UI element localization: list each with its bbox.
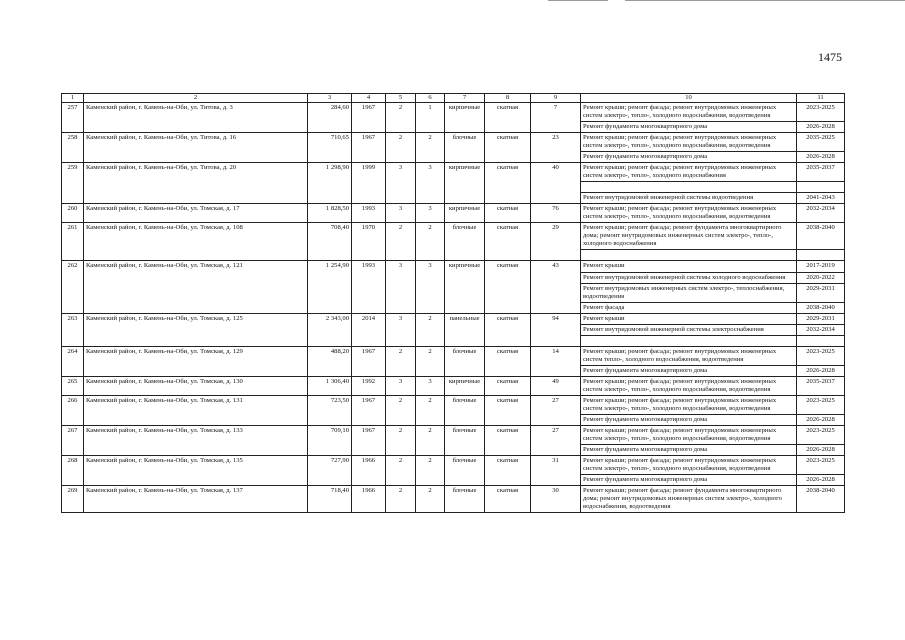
work-type-cell: Ремонт фундамента многоквартирного дома xyxy=(581,122,797,133)
area-cell: 284,60 xyxy=(308,103,352,133)
work-type-cell: Ремонт крыши; ремонт фасада; ремонт внутридомовых инженерных систем электро-, тепло-, холодного водоснабжения, водоотведения xyxy=(581,204,797,223)
entrances-cell: 2 xyxy=(416,395,445,425)
period-cell: 2026-2028 xyxy=(797,475,845,486)
apartments-cell: 31 xyxy=(531,456,581,486)
row-number: 269 xyxy=(62,486,84,513)
year-cell: 2014 xyxy=(352,313,386,346)
work-type-cell: Ремонт крыши; ремонт фасада; ремонт внутридомовых инженерных систем электро-, тепло-, холодного водоснабжения, водоотведения xyxy=(581,425,797,444)
period-cell: 2020-2022 xyxy=(797,272,845,283)
work-type-cell: Ремонт фундамента многоквартирного дома xyxy=(581,152,797,163)
period-cell: 2035-2037 xyxy=(797,163,845,182)
address-cell: Каменский район, г. Камень-на-Оби, ул. Томская, д. 135 xyxy=(84,456,308,486)
address-cell: Каменский район, г. Камень-на-Оби, ул. Томская, д. 129 xyxy=(84,346,308,376)
address-cell: Каменский район, г. Камень-на-Оби, ул. Титова, д. 20 xyxy=(84,163,308,204)
empty-cell xyxy=(581,335,797,346)
floors-cell: 2 xyxy=(386,425,416,455)
year-cell: 1967 xyxy=(352,103,386,133)
roof-type-cell: скатная xyxy=(485,456,531,486)
period-cell: 2026-2028 xyxy=(797,152,845,163)
column-number: 3 xyxy=(308,94,352,103)
entrances-cell: 3 xyxy=(416,376,445,395)
area-cell: 1 828,50 xyxy=(308,204,352,223)
entrances-cell: 2 xyxy=(416,486,445,513)
area-cell: 2 343,00 xyxy=(308,313,352,346)
roof-type-cell: скатная xyxy=(485,261,531,313)
entrances-cell: 3 xyxy=(416,163,445,204)
floors-cell: 3 xyxy=(386,376,416,395)
floors-cell: 3 xyxy=(386,261,416,313)
wall-material-cell: блочные xyxy=(445,133,485,163)
period-cell: 2032-2034 xyxy=(797,324,845,335)
area-cell: 709,10 xyxy=(308,425,352,455)
period-cell: 2041-2043 xyxy=(797,193,845,204)
column-number: 11 xyxy=(797,94,845,103)
apartments-cell: 40 xyxy=(531,163,581,204)
wall-material-cell: блочные xyxy=(445,346,485,376)
wall-material-cell: блочные xyxy=(445,486,485,513)
row-number: 266 xyxy=(62,395,84,425)
empty-cell xyxy=(797,335,845,346)
table-row xyxy=(62,486,845,513)
period-cell: 2038-2040 xyxy=(797,223,845,250)
table-body xyxy=(62,103,845,513)
column-number: 1 xyxy=(62,94,84,103)
area-cell: 727,90 xyxy=(308,456,352,486)
work-type-cell: Ремонт крыши xyxy=(581,313,797,324)
work-type-cell: Ремонт крыши; ремонт фасада; ремонт внутридомовых инженерных систем электро-, тепло-, холодного водоснабжения, водоотведения xyxy=(581,103,797,122)
period-cell: 2017-2019 xyxy=(797,261,845,272)
empty-cell xyxy=(797,182,845,193)
address-cell: Каменский район, г. Камень-на-Оби, ул. Титова, д. 16 xyxy=(84,133,308,163)
apartments-cell: 7 xyxy=(531,103,581,133)
area-cell: 488,20 xyxy=(308,346,352,376)
apartments-cell: 30 xyxy=(531,486,581,513)
floors-cell: 2 xyxy=(386,395,416,425)
area-cell: 708,40 xyxy=(308,223,352,261)
work-type-cell: Ремонт внутридомовой инженерной системы водоотведения xyxy=(581,193,797,204)
work-type-cell: Ремонт крыши; ремонт фасада; ремонт внутридомовых инженерных систем электро-, тепло-, холодного водоснабжения, водоотведения xyxy=(581,376,797,395)
roof-type-cell: скатная xyxy=(485,103,531,133)
wall-material-cell: кирпичные xyxy=(445,103,485,133)
column-number: 8 xyxy=(485,94,531,103)
wall-material-cell: кирпичные xyxy=(445,163,485,204)
period-cell: 2032-2034 xyxy=(797,204,845,223)
year-cell: 1993 xyxy=(352,204,386,223)
entrances-cell: 3 xyxy=(416,261,445,313)
table-row xyxy=(62,346,845,365)
table-row xyxy=(62,456,845,475)
table-row xyxy=(62,204,845,223)
year-cell: 1967 xyxy=(352,133,386,163)
row-number: 265 xyxy=(62,376,84,395)
row-number: 267 xyxy=(62,425,84,455)
row-number: 260 xyxy=(62,204,84,223)
table-row xyxy=(62,261,845,272)
floors-cell: 2 xyxy=(386,346,416,376)
work-type-cell: Ремонт внутридомовых инженерных систем электро-, теплоснабжения, водоотведения xyxy=(581,283,797,302)
apartments-cell: 29 xyxy=(531,223,581,261)
period-cell: 2026-2028 xyxy=(797,414,845,425)
row-number: 263 xyxy=(62,313,84,346)
wall-material-cell: кирпичные xyxy=(445,261,485,313)
address-cell: Каменский район, г. Камень-на-Оби, ул. Томская, д. 125 xyxy=(84,313,308,346)
address-cell: Каменский район, г. Камень-на-Оби, ул. Томская, д. 17 xyxy=(84,204,308,223)
entrances-cell: 1 xyxy=(416,103,445,133)
table-row xyxy=(62,133,845,152)
work-type-cell: Ремонт внутридомовой инженерной системы электроснабжения xyxy=(581,324,797,335)
table-row xyxy=(62,163,845,182)
table-row xyxy=(62,103,845,122)
empty-cell xyxy=(581,182,797,193)
table-row xyxy=(62,313,845,324)
period-cell: 2026-2028 xyxy=(797,365,845,376)
work-type-cell: Ремонт фасада xyxy=(581,302,797,313)
floors-cell: 2 xyxy=(386,486,416,513)
floors-cell: 3 xyxy=(386,163,416,204)
floors-cell: 2 xyxy=(386,103,416,133)
apartments-cell: 23 xyxy=(531,133,581,163)
roof-type-cell: скатная xyxy=(485,133,531,163)
entrances-cell: 2 xyxy=(416,133,445,163)
apartments-cell: 27 xyxy=(531,425,581,455)
work-type-cell: Ремонт внутридомовой инженерной системы холодного водоснабжения xyxy=(581,272,797,283)
year-cell: 1993 xyxy=(352,261,386,313)
address-cell: Каменский район, г. Камень-на-Оби, ул. Титова, д. 3 xyxy=(84,103,308,133)
table-row xyxy=(62,376,845,395)
period-cell: 2035-2037 xyxy=(797,376,845,395)
row-number: 262 xyxy=(62,261,84,313)
column-number-row xyxy=(62,94,845,103)
column-number: 2 xyxy=(84,94,308,103)
work-type-cell: Ремонт крыши; ремонт фасада; ремонт внутридомовых инженерных систем электро-, тепло-, холодного водоснабжения, водоотведения xyxy=(581,133,797,152)
column-number: 9 xyxy=(531,94,581,103)
wall-material-cell: блочные xyxy=(445,223,485,261)
floors-cell: 2 xyxy=(386,223,416,261)
address-cell: Каменский район, г. Камень-на-Оби, ул. Томская, д. 121 xyxy=(84,261,308,313)
wall-material-cell: блочные xyxy=(445,425,485,455)
empty-cell xyxy=(581,250,797,261)
address-cell: Каменский район, г. Камень-на-Оби, ул. Томская, д. 108 xyxy=(84,223,308,261)
entrances-cell: 2 xyxy=(416,425,445,455)
area-cell: 718,40 xyxy=(308,486,352,513)
wall-material-cell: кирпичные xyxy=(445,204,485,223)
area-cell: 1 298,90 xyxy=(308,163,352,204)
row-number: 261 xyxy=(62,223,84,261)
work-type-cell: Ремонт крыши; ремонт фасада; ремонт внутридомовых инженерных систем тепло-, холодного водоснабжения, водоотведения xyxy=(581,346,797,365)
row-number: 258 xyxy=(62,133,84,163)
wall-material-cell: панельные xyxy=(445,313,485,346)
roof-type-cell: скатная xyxy=(485,204,531,223)
table-header xyxy=(62,94,845,103)
area-cell: 1 254,90 xyxy=(308,261,352,313)
year-cell: 1992 xyxy=(352,376,386,395)
entrances-cell: 2 xyxy=(416,223,445,261)
address-cell: Каменский район, г. Камень-на-Оби, ул. Томская, д. 130 xyxy=(84,376,308,395)
row-number: 268 xyxy=(62,456,84,486)
roof-type-cell: скатная xyxy=(485,223,531,261)
column-number: 10 xyxy=(581,94,797,103)
top-scan-line xyxy=(625,0,905,1)
period-cell: 2023-2025 xyxy=(797,395,845,414)
work-type-cell: Ремонт крыши; ремонт фасада; ремонт внутридомовых инженерных систем электро-, тепло-, холодного водоснабжения xyxy=(581,163,797,182)
row-number: 264 xyxy=(62,346,84,376)
empty-cell xyxy=(797,250,845,261)
work-type-cell: Ремонт фундамента многоквартирного дома xyxy=(581,445,797,456)
apartments-cell: 43 xyxy=(531,261,581,313)
period-cell: 2038-2040 xyxy=(797,302,845,313)
row-number: 257 xyxy=(62,103,84,133)
period-cell: 2023-2025 xyxy=(797,456,845,475)
row-number: 259 xyxy=(62,163,84,204)
period-cell: 2038-2040 xyxy=(797,486,845,513)
floors-cell: 3 xyxy=(386,204,416,223)
address-cell: Каменский район, г. Камень-на-Оби, ул. Томская, д. 137 xyxy=(84,486,308,513)
entrances-cell: 2 xyxy=(416,313,445,346)
floors-cell: 3 xyxy=(386,313,416,346)
area-cell: 1 306,40 xyxy=(308,376,352,395)
apartments-cell: 76 xyxy=(531,204,581,223)
top-scan-line xyxy=(548,0,608,1)
area-cell: 723,50 xyxy=(308,395,352,425)
entrances-cell: 2 xyxy=(416,346,445,376)
apartments-cell: 14 xyxy=(531,346,581,376)
work-type-cell: Ремонт крыши xyxy=(581,261,797,272)
work-type-cell: Ремонт фундамента многоквартирного дома xyxy=(581,414,797,425)
floors-cell: 2 xyxy=(386,456,416,486)
work-type-cell: Ремонт крыши; ремонт фасада; ремонт внутридомовых инженерных систем электро-, тепло-, холодного водоснабжения, водоотведения xyxy=(581,456,797,475)
table-row xyxy=(62,425,845,444)
period-cell: 2035-2025 xyxy=(797,133,845,152)
roof-type-cell: скатная xyxy=(485,376,531,395)
period-cell: 2026-2028 xyxy=(797,122,845,133)
roof-type-cell: скатная xyxy=(485,395,531,425)
period-cell: 2026-2028 xyxy=(797,445,845,456)
wall-material-cell: блочные xyxy=(445,456,485,486)
address-cell: Каменский район, г. Камень-на-Оби, ул. Томская, д. 131 xyxy=(84,395,308,425)
work-type-cell: Ремонт крыши; ремонт фасада; ремонт фундамента многоквартирного дома; ремонт внутридомовых инженерных систем электро-, холодного водоснабжения, водоотведения xyxy=(581,486,797,513)
work-type-cell: Ремонт крыши; ремонт фасада; ремонт внутридомовых инженерных систем электро-, тепло-, холодного водоснабжения, водоотведения xyxy=(581,395,797,414)
apartments-cell: 49 xyxy=(531,376,581,395)
page-number: 1475 xyxy=(818,50,842,64)
entrances-cell: 3 xyxy=(416,204,445,223)
area-cell: 710,65 xyxy=(308,133,352,163)
column-number: 7 xyxy=(445,94,485,103)
year-cell: 1999 xyxy=(352,163,386,204)
year-cell: 1967 xyxy=(352,425,386,455)
table-row xyxy=(62,395,845,414)
work-type-cell: Ремонт фундамента многоквартирного дома xyxy=(581,365,797,376)
roof-type-cell: скатная xyxy=(485,346,531,376)
roof-type-cell: скатная xyxy=(485,486,531,513)
table-row xyxy=(62,223,845,250)
apartments-cell: 94 xyxy=(531,313,581,346)
housing-register-table xyxy=(61,93,845,513)
entrances-cell: 2 xyxy=(416,456,445,486)
period-cell: 2023-2025 xyxy=(797,346,845,365)
year-cell: 1967 xyxy=(352,395,386,425)
work-type-cell: Ремонт фундамента многоквартирного дома xyxy=(581,475,797,486)
address-cell: Каменский район, г. Камень-на-Оби, ул. Томская, д. 133 xyxy=(84,425,308,455)
year-cell: 1966 xyxy=(352,486,386,513)
roof-type-cell: скатная xyxy=(485,163,531,204)
roof-type-cell: скатная xyxy=(485,425,531,455)
apartments-cell: 27 xyxy=(531,395,581,425)
column-number: 6 xyxy=(416,94,445,103)
period-cell: 2023-2025 xyxy=(797,103,845,122)
year-cell: 1966 xyxy=(352,456,386,486)
work-type-cell: Ремонт крыши; ремонт фасада; ремонт фундамента многоквартирного дома; ремонт внутридомовых инженерных систем электро-, тепло-, холодного водоснабжения xyxy=(581,223,797,250)
wall-material-cell: кирпичные xyxy=(445,376,485,395)
floors-cell: 2 xyxy=(386,133,416,163)
period-cell: 2029-2031 xyxy=(797,313,845,324)
column-number: 4 xyxy=(352,94,386,103)
year-cell: 1970 xyxy=(352,223,386,261)
period-cell: 2029-2031 xyxy=(797,283,845,302)
wall-material-cell: блочные xyxy=(445,395,485,425)
period-cell: 2023-2025 xyxy=(797,425,845,444)
roof-type-cell: скатная xyxy=(485,313,531,346)
year-cell: 1967 xyxy=(352,346,386,376)
column-number: 5 xyxy=(386,94,416,103)
